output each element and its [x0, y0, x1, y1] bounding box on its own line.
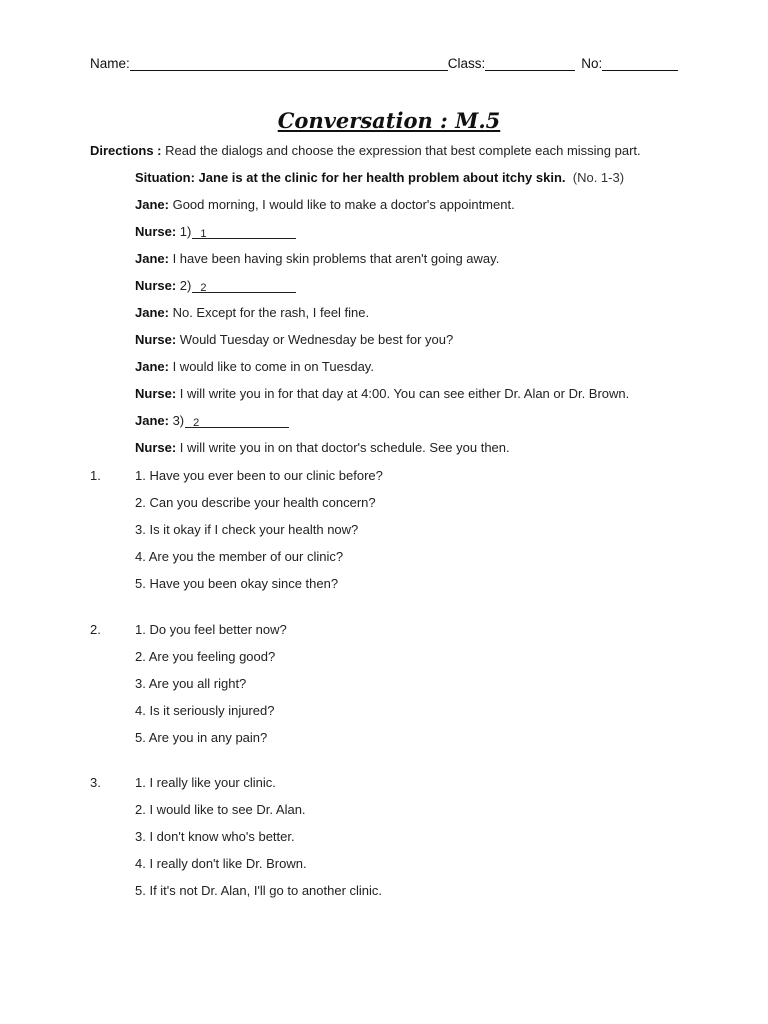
question-number: 1. — [90, 468, 101, 483]
speaker-label: Jane: — [135, 305, 169, 320]
no-field[interactable] — [602, 56, 678, 71]
answer-blank[interactable] — [185, 413, 289, 428]
answer-text: 1 — [200, 228, 207, 240]
dialog-text: Good morning, I would like to make a doctor's appointment. — [168, 197, 515, 212]
dialog-line — [135, 197, 735, 224]
dialog-text: I would like to come in on Tuesday. — [168, 359, 374, 374]
dialog-text: 2) — [176, 278, 192, 293]
answer-option[interactable]: 2. I would like to see Dr. Alan. — [135, 802, 306, 817]
dialog-text: I will write you in on that doctor's schedule. See you then. — [176, 440, 510, 455]
directions — [90, 143, 690, 158]
class-label: Class: — [447, 56, 486, 71]
option-list — [135, 468, 383, 603]
dialog-text: 3) — [168, 413, 185, 428]
dialog-line — [135, 251, 735, 278]
situation-line — [135, 170, 735, 197]
answer-option[interactable]: 1. Do you feel better now? — [135, 622, 287, 637]
answer-option[interactable]: 4. Are you the member of our clinic? — [135, 549, 344, 564]
answer-option[interactable]: 5. Have you been okay since then? — [135, 576, 339, 591]
speaker-label: Nurse: — [135, 386, 177, 401]
option-list — [135, 622, 287, 757]
situation-note: (No. 1-3) — [572, 170, 625, 185]
page-title: Conversation : M.5 — [277, 108, 501, 133]
dialog-line — [135, 359, 735, 386]
no-label: No: — [581, 56, 603, 71]
directions-label: Directions : — [90, 143, 162, 158]
answer-blank[interactable] — [192, 278, 296, 293]
dialog-text: 1) — [176, 224, 192, 239]
answer-option[interactable]: 1. Have you ever been to our clinic before? — [135, 468, 383, 483]
answer-text: 2 — [200, 282, 207, 294]
dialog-line — [135, 278, 735, 305]
directions-text: Read the dialogs and choose the expression that best complete each missing part. — [161, 143, 641, 158]
answer-text: 2 — [193, 417, 200, 429]
speaker-label: Nurse: — [135, 278, 177, 293]
question-number: 3. — [90, 775, 101, 790]
header-fields — [90, 56, 680, 71]
speaker-label: Nurse: — [135, 332, 177, 347]
dialog-line — [135, 305, 735, 332]
dialog-line — [135, 332, 735, 359]
dialog-line — [135, 413, 735, 440]
dialog — [135, 170, 735, 467]
speaker-label: Jane: — [135, 251, 169, 266]
dialog-line — [135, 440, 735, 467]
answer-option[interactable]: 2. Can you describe your health concern? — [135, 495, 376, 510]
answer-option[interactable]: 1. I really like your clinic. — [135, 775, 276, 790]
speaker-label: Nurse: — [135, 224, 177, 239]
dialog-text: I will write you in for that day at 4:00. You can see either Dr. Alan or Dr. Brown. — [176, 386, 630, 401]
answer-option[interactable]: 5. Are you in any pain? — [135, 730, 268, 745]
speaker-label: Nurse: — [135, 440, 177, 455]
situation-text: Situation: Jane is at the clinic for her health problem about itchy skin. — [135, 170, 566, 185]
dialog-text: No. Except for the rash, I feel fine. — [168, 305, 370, 320]
name-field[interactable] — [130, 56, 448, 71]
dialog-line — [135, 224, 735, 251]
dialog-line — [135, 386, 735, 413]
dialog-text: Would Tuesday or Wednesday be best for you? — [176, 332, 454, 347]
speaker-label: Jane: — [135, 359, 169, 374]
speaker-label: Jane: — [135, 413, 169, 428]
answer-option[interactable]: 2. Are you feeling good? — [135, 649, 276, 664]
option-list — [135, 775, 382, 910]
answer-option[interactable]: 3. I don't know who's better. — [135, 829, 295, 844]
speaker-label: Jane: — [135, 197, 169, 212]
class-field[interactable] — [485, 56, 575, 71]
question-number: 2. — [90, 622, 101, 637]
answer-option[interactable]: 3. Are you all right? — [135, 676, 247, 691]
name-label: Name: — [90, 56, 130, 71]
dialog-text: I have been having skin problems that aren't going away. — [168, 251, 500, 266]
answer-blank[interactable] — [192, 224, 296, 239]
answer-option[interactable]: 5. If it's not Dr. Alan, I'll go to another clinic. — [135, 883, 383, 898]
answer-option[interactable]: 4. Is it seriously injured? — [135, 703, 275, 718]
answer-option[interactable]: 3. Is it okay if I check your health now? — [135, 522, 359, 537]
answer-option[interactable]: 4. I really don't like Dr. Brown. — [135, 856, 307, 871]
